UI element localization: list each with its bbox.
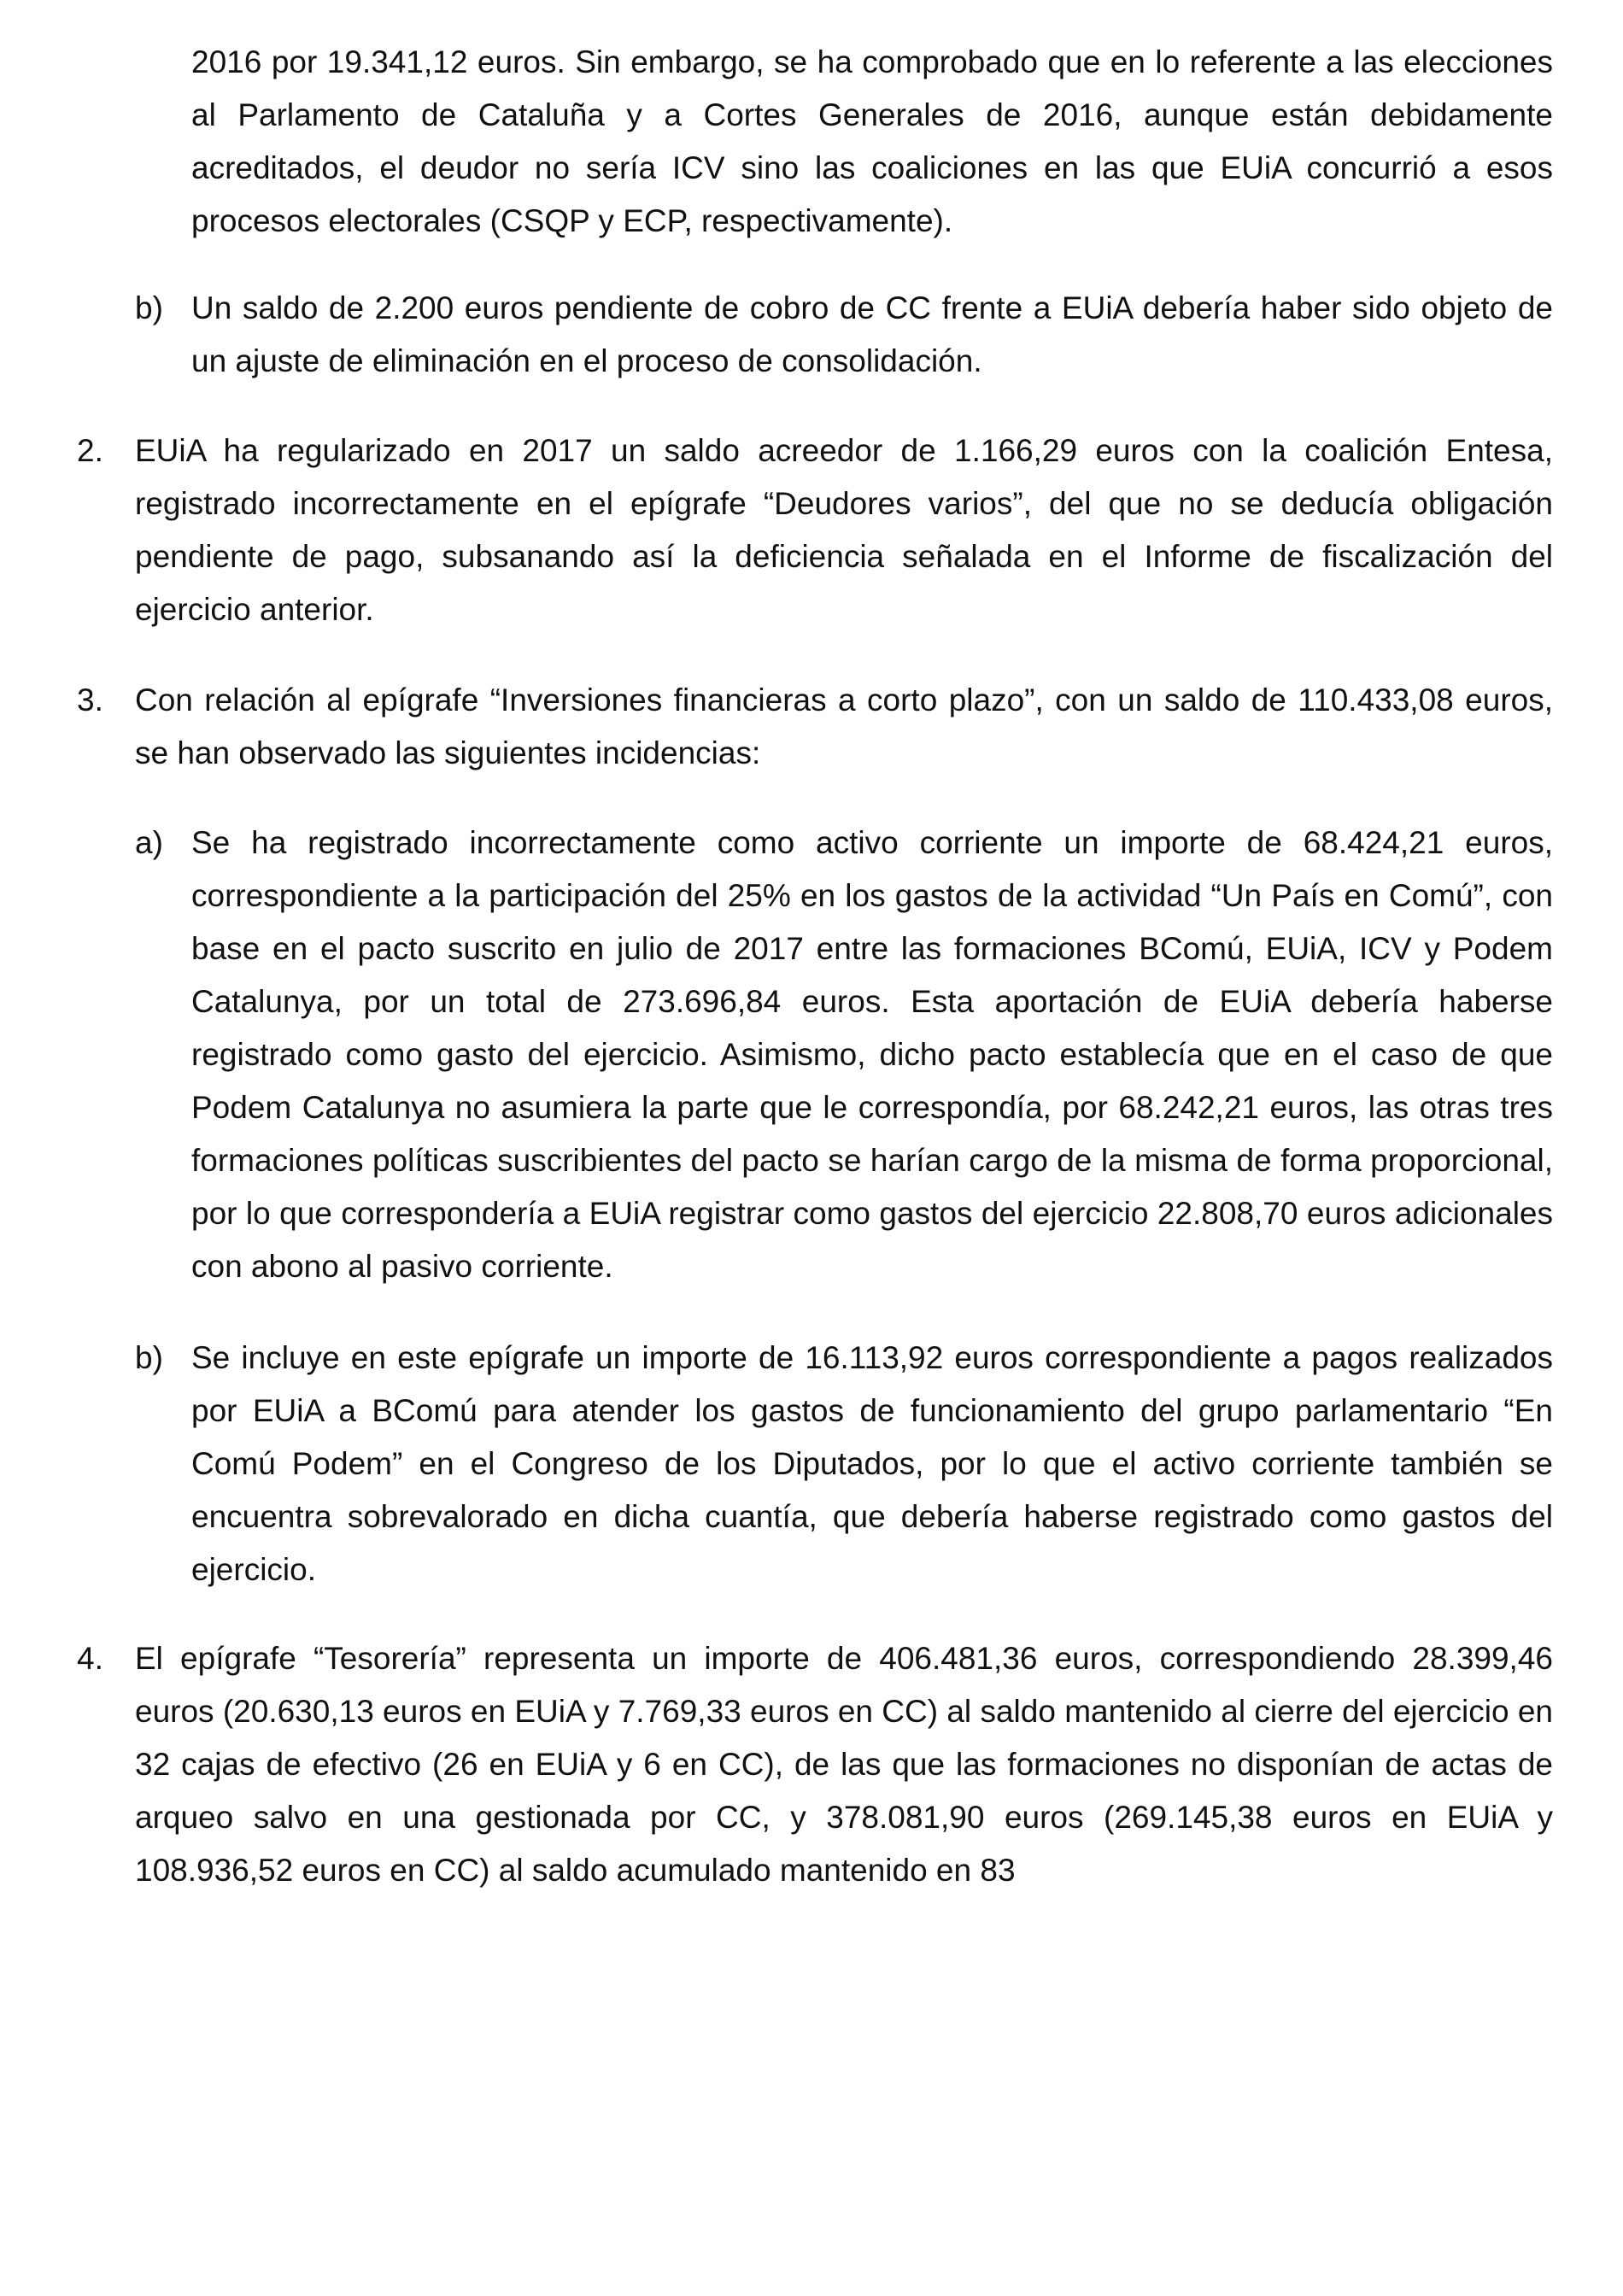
list-marker: 3. <box>77 682 103 718</box>
list-item-text: Se incluye en este epígrafe un importe de 16.113,92 euros correspondiente a pagos realizados por EUiA a BComú para atender los gastos de funcionamiento del grupo parlamentario “En Comú Podem” en el Congreso de los Diputados, por lo que el activo corriente también se encuentra sobrevalorado en dicha cuantía, que debería haberse registrado como gastos del ejercicio. <box>191 1340 1553 1587</box>
list-item-text: Un saldo de 2.200 euros pendiente de cobro de CC frente a EUiA debería haber sido objeto de un ajuste de eliminación en el proceso de consolidación. <box>191 290 1553 378</box>
list-marker: 2. <box>77 433 103 468</box>
list-marker: a) <box>135 825 163 860</box>
list-marker: b) <box>135 1340 163 1375</box>
continuation-paragraph: 2016 por 19.341,12 euros. Sin embargo, se ha comprobado que en lo referente a las elecciones al Parlamento de Cataluña y a Cortes Generales de 2016, aunque están debidamente acreditados, el deudor no sería ICV sino las coaliciones en las que EUiA concurrió a esos procesos electorales (CSQP y ECP, respectivamente). <box>191 44 1553 238</box>
list-item-text: El epígrafe “Tesorería” representa un importe de 406.481,36 euros, correspondiendo 28.399,46 euros (20.630,13 euros en EUiA y 7.769,33 euros en CC) al saldo mantenido al cierre del ejercicio en 32 cajas de efectivo (26 en EUiA y 6 en CC), de las que las formaciones no disponían de actas de arqueo salvo en una gestionada por CC, y 378.081,90 euros (269.145,38 euros en EUiA y 108.936,52 euros en CC) al saldo acumulado mantenido en 83 <box>135 1641 1553 1888</box>
list-item-text: EUiA ha regularizado en 2017 un saldo acreedor de 1.166,29 euros con la coalición Entesa, registrado incorrectamente en el epígrafe “Deudores varios”, del que no se deducía obligación pendiente de pago, subsanando así la deficiencia señalada en el Informe de fiscalización del ejercicio anterior. <box>135 433 1553 627</box>
list-marker: b) <box>135 290 163 325</box>
list-marker: 4. <box>77 1641 103 1676</box>
list-item-text: Se ha registrado incorrectamente como activo corriente un importe de 68.424,21 euros, correspondiente a la participación del 25% en los gastos de la actividad “Un País en Comú”, con base en el pacto suscrito en julio de 2017 entre las formaciones BComú, EUiA, ICV y Podem Catalunya, por un total de 273.696,84 euros. Esta aportación de EUiA debería haberse registrado como gasto del ejercicio. Asimismo, dicho pacto establecía que en el caso de que Podem Catalunya no asumiera la parte que le correspondía, por 68.242,21 euros, las otras tres formaciones políticas suscribientes del pacto se harían cargo de la misma de forma proporcional, por lo que correspondería a EUiA registrar como gastos del ejercicio 22.808,70 euros adicionales con abono al pasivo corriente. <box>191 825 1553 1284</box>
list-item-text: Con relación al epígrafe “Inversiones financieras a corto plazo”, con un saldo de 110.433,08 euros, se han observado las siguientes incidencias: <box>135 682 1553 770</box>
